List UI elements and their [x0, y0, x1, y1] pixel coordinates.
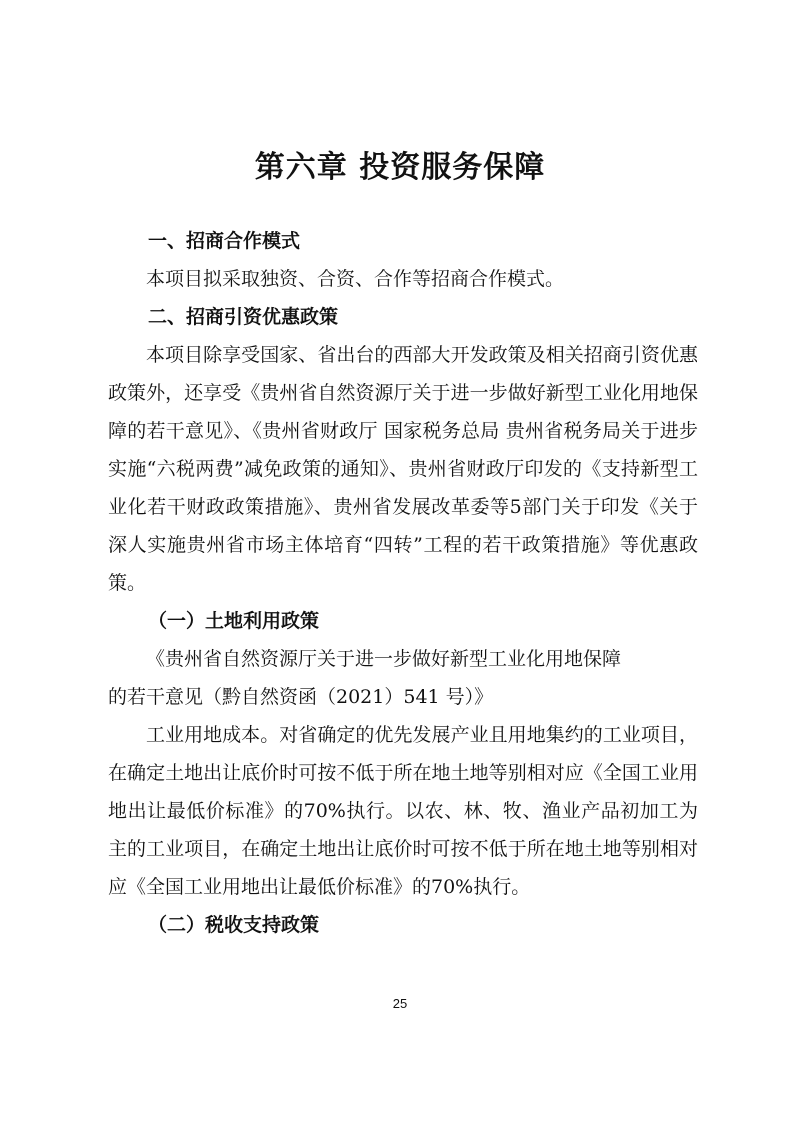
- section-heading-preferential-policies: 二、招商引资优惠政策: [148, 306, 339, 328]
- land-policy-document-title: [108, 640, 698, 678]
- chapter-title: 第六章 投资服务保障: [254, 150, 546, 185]
- land-policy-document-title-line1: 《贵州省自然资源厅关于进一步做好新型工业化用地保障: [146, 648, 622, 670]
- land-policy-document-title-cont: [108, 678, 698, 716]
- document-body: [108, 222, 698, 944]
- land-policy-paragraph: 工业用地成本。对省确定的优先发展产业且用地集约的工业项目，在确定土地出让底价时可按不低于所在地土地等别相对应《全国工业用地出让最低价标准》的70%执行。以农、林、牧、渔业产品初加工为主的工业项目，在确定土地出让底价时可按不低于所在地土地等别相对应《全国工业用地出让最低价标准》的70%执行。: [108, 724, 698, 898]
- section-paragraph-cooperation-mode: 本项目拟采取独资、合资、合作等招商合作模式。: [146, 268, 565, 290]
- land-policy-document-title-line2: 的若干意见（黔自然资函（2021）541 号）》: [108, 686, 494, 708]
- page-number: 25: [392, 996, 408, 1011]
- section-heading-cooperation-mode: 一、招商合作模式: [148, 230, 301, 252]
- subsection-heading-land-policy: （一）土地利用政策: [148, 610, 320, 632]
- subsection-heading-tax-policy: （二）税收支持政策: [148, 914, 320, 936]
- section-paragraph-preferential-policies: 本项目除享受国家、省出台的西部大开发政策及相关招商引资优惠政策外，还享受《贵州省自然资源厅关于进一步做好新型工业化用地保障的若干意见》、《贵州省财政厅 国家税务总局 贵州省税务局关于进步实施“六税两费”减免政策的通知》、贵州省财政厅印发的《支持新型工业化若干财政政策措施》、贵州省发展改革委等5部门关于印发《关于深人实施贵州省市场主体培育“四转”工程的若干政策措施》等优惠政策。: [108, 344, 698, 594]
